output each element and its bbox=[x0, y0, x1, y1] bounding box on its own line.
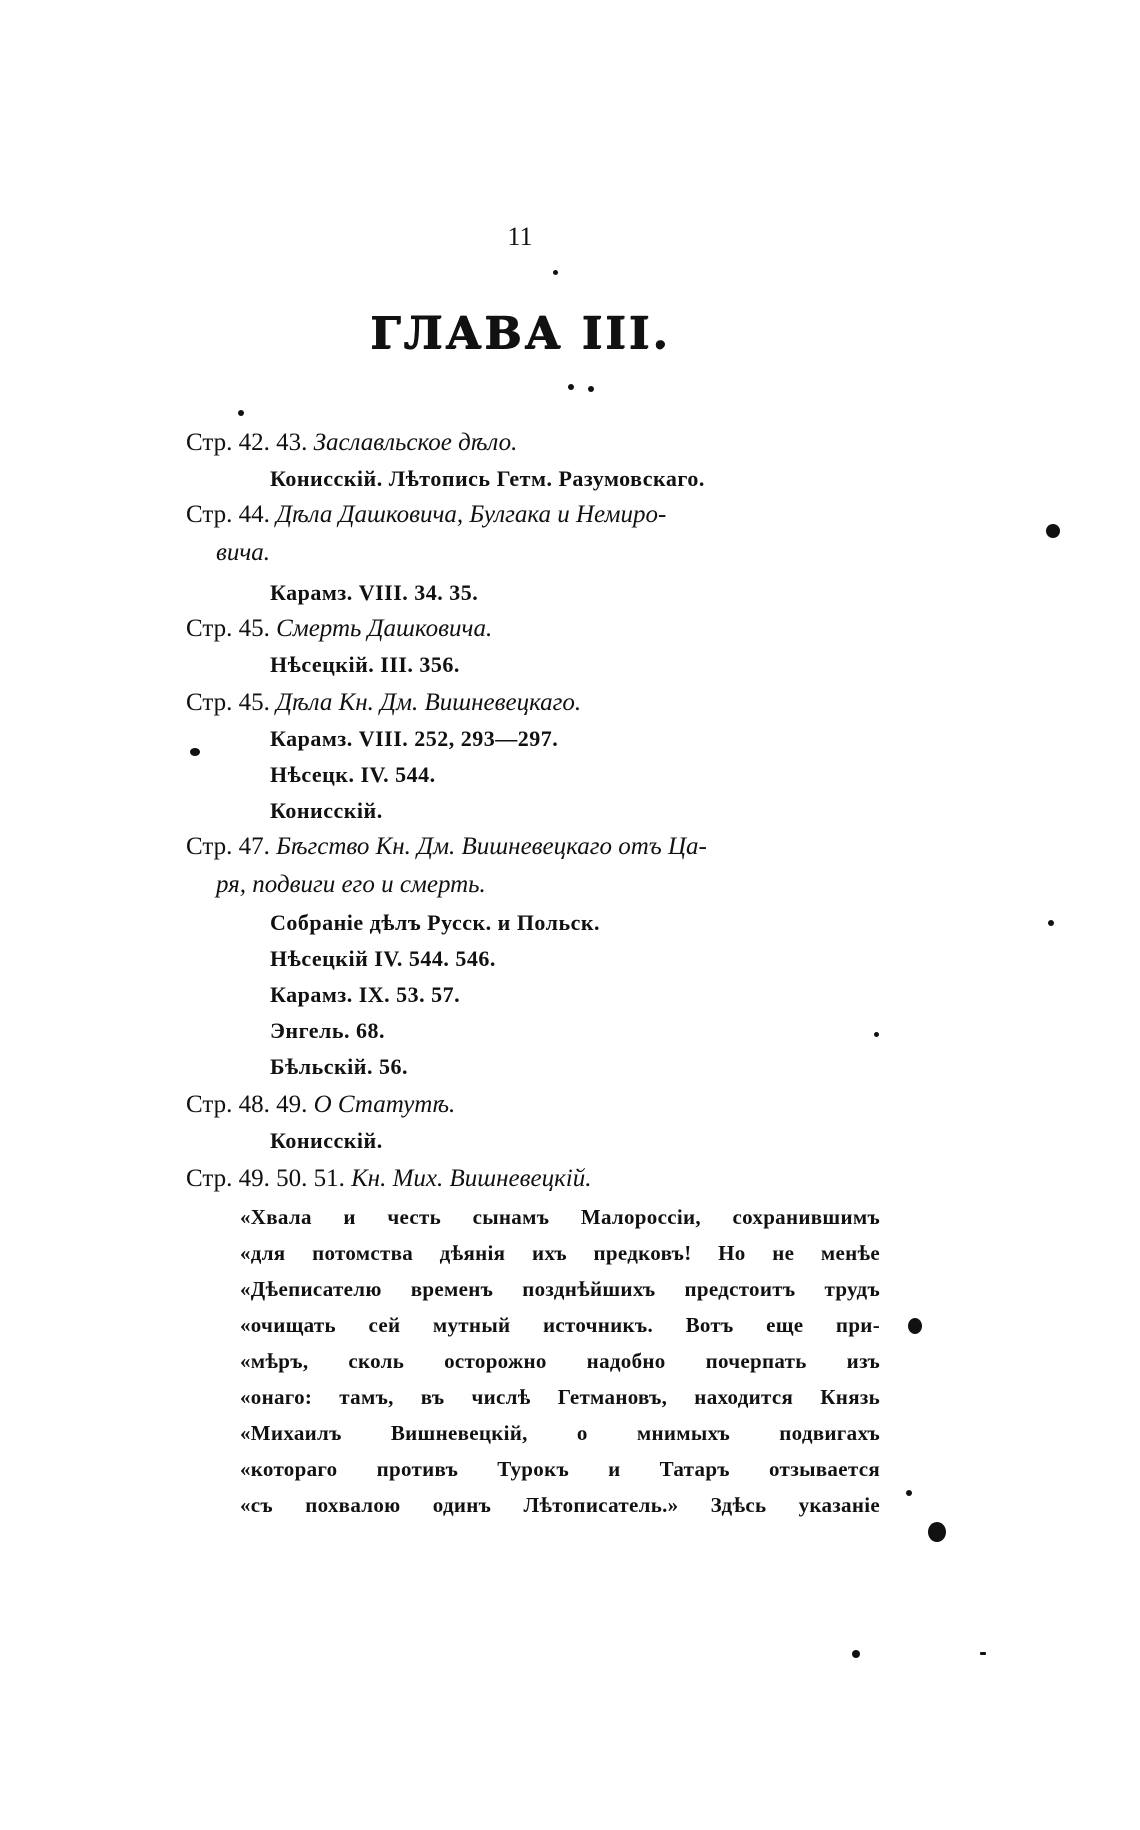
source-line: Нѣсецкій IV. 544. 546. bbox=[270, 946, 496, 971]
entry-reference: Стр. 47. bbox=[186, 833, 270, 860]
page-number: 11 bbox=[507, 222, 533, 251]
source-line: Карамз. VIII. 252, 293—297. bbox=[270, 726, 559, 751]
ink-speck bbox=[980, 1652, 986, 1655]
entry-line bbox=[186, 1090, 455, 1120]
source-line: Конисскій. Лѣтопись Гетм. Разумовскаго. bbox=[270, 466, 705, 491]
entry-title: Кн. Мих. Вишневецкій. bbox=[351, 1165, 592, 1192]
quote-line: «Дѣеписателю временъ позднѣйшихъ предстоитъ трудъ bbox=[240, 1277, 880, 1301]
ink-blot bbox=[928, 1522, 946, 1542]
ink-blot bbox=[908, 1318, 922, 1334]
entry-title: О Статутѣ. bbox=[313, 1091, 456, 1118]
entry-line bbox=[186, 428, 517, 458]
quote-line: «съ похвалою одинъ Лѣтописатель.» Здѣсь указаніе bbox=[240, 1493, 880, 1517]
ink-speck bbox=[190, 748, 200, 756]
ink-blot bbox=[1046, 524, 1060, 538]
source-line: Нѣсецкій. III. 356. bbox=[270, 652, 460, 677]
ink-speck bbox=[874, 1032, 879, 1037]
entry-title: Заславльское дѣло. bbox=[313, 429, 518, 456]
entry-title: Дѣла Дашковича, Булгака и Немиро- bbox=[276, 501, 667, 528]
entry-reference: Стр. 49. 50. 51. bbox=[186, 1165, 345, 1192]
quote-line: «Хвала и честь сынамъ Малороссіи, сохранившимъ bbox=[240, 1205, 880, 1229]
entry-line bbox=[186, 1164, 591, 1194]
entry-reference: Стр. 45. bbox=[186, 615, 270, 642]
entry-reference: Стр. 45. bbox=[186, 689, 270, 716]
ink-speck bbox=[906, 1490, 912, 1496]
source-line: Карамз. IX. 53. 57. bbox=[270, 982, 461, 1007]
source-line: Собраніе дѣлъ Русск. и Польск. bbox=[270, 910, 601, 935]
ink-speck bbox=[238, 410, 244, 416]
quote-line: «котораго противъ Турокъ и Татаръ отзывается bbox=[240, 1457, 880, 1481]
entry-line bbox=[186, 688, 581, 718]
ink-speck bbox=[1048, 920, 1054, 926]
entry-line bbox=[186, 832, 707, 862]
source-line: Энгель. 68. bbox=[270, 1018, 386, 1043]
entry-line bbox=[186, 614, 492, 644]
source-line: Нѣсецк. IV. 544. bbox=[270, 762, 436, 787]
quote-line: «онаго: тамъ, въ числѣ Гетмановъ, находится Князь bbox=[240, 1385, 880, 1409]
quote-line: «мѣръ, сколь осторожно надобно почерпать изъ bbox=[240, 1349, 880, 1373]
quote-line: «очищать сей мутный источникъ. Вотъ еще при- bbox=[240, 1313, 880, 1337]
entry-continuation: вича. bbox=[216, 539, 271, 566]
entry-reference: Стр. 44. bbox=[186, 501, 270, 528]
source-line: Карамз. VIII. 34. 35. bbox=[270, 580, 479, 605]
entry-title: Бѣгство Кн. Дм. Вишневецкаго отъ Ца- bbox=[276, 833, 707, 860]
entry-line bbox=[186, 500, 666, 530]
quote-line: «Михаилъ Вишневецкій, о мнимыхъ подвигахъ bbox=[240, 1421, 880, 1445]
source-line: Бѣльскій. 56. bbox=[270, 1054, 408, 1079]
ink-speck bbox=[852, 1650, 860, 1658]
ink-speck bbox=[568, 384, 574, 390]
ink-speck bbox=[553, 270, 558, 275]
quote-line: «для потомства дѣянія ихъ предковъ! Но не менѣе bbox=[240, 1241, 880, 1265]
source-line: Конисскій. bbox=[270, 1128, 383, 1153]
entry-reference: Стр. 42. 43. bbox=[186, 429, 308, 456]
entry-title: Смерть Дашковича. bbox=[276, 615, 493, 642]
source-line: Конисскій. bbox=[270, 798, 383, 823]
entry-reference: Стр. 48. 49. bbox=[186, 1091, 308, 1118]
entry-title: Дѣла Кн. Дм. Вишневецкаго. bbox=[276, 689, 582, 716]
entry-continuation: ря, подвиги его и смерть. bbox=[216, 871, 486, 898]
chapter-heading: ГЛАВА III. bbox=[370, 308, 671, 359]
ink-speck bbox=[588, 386, 594, 392]
